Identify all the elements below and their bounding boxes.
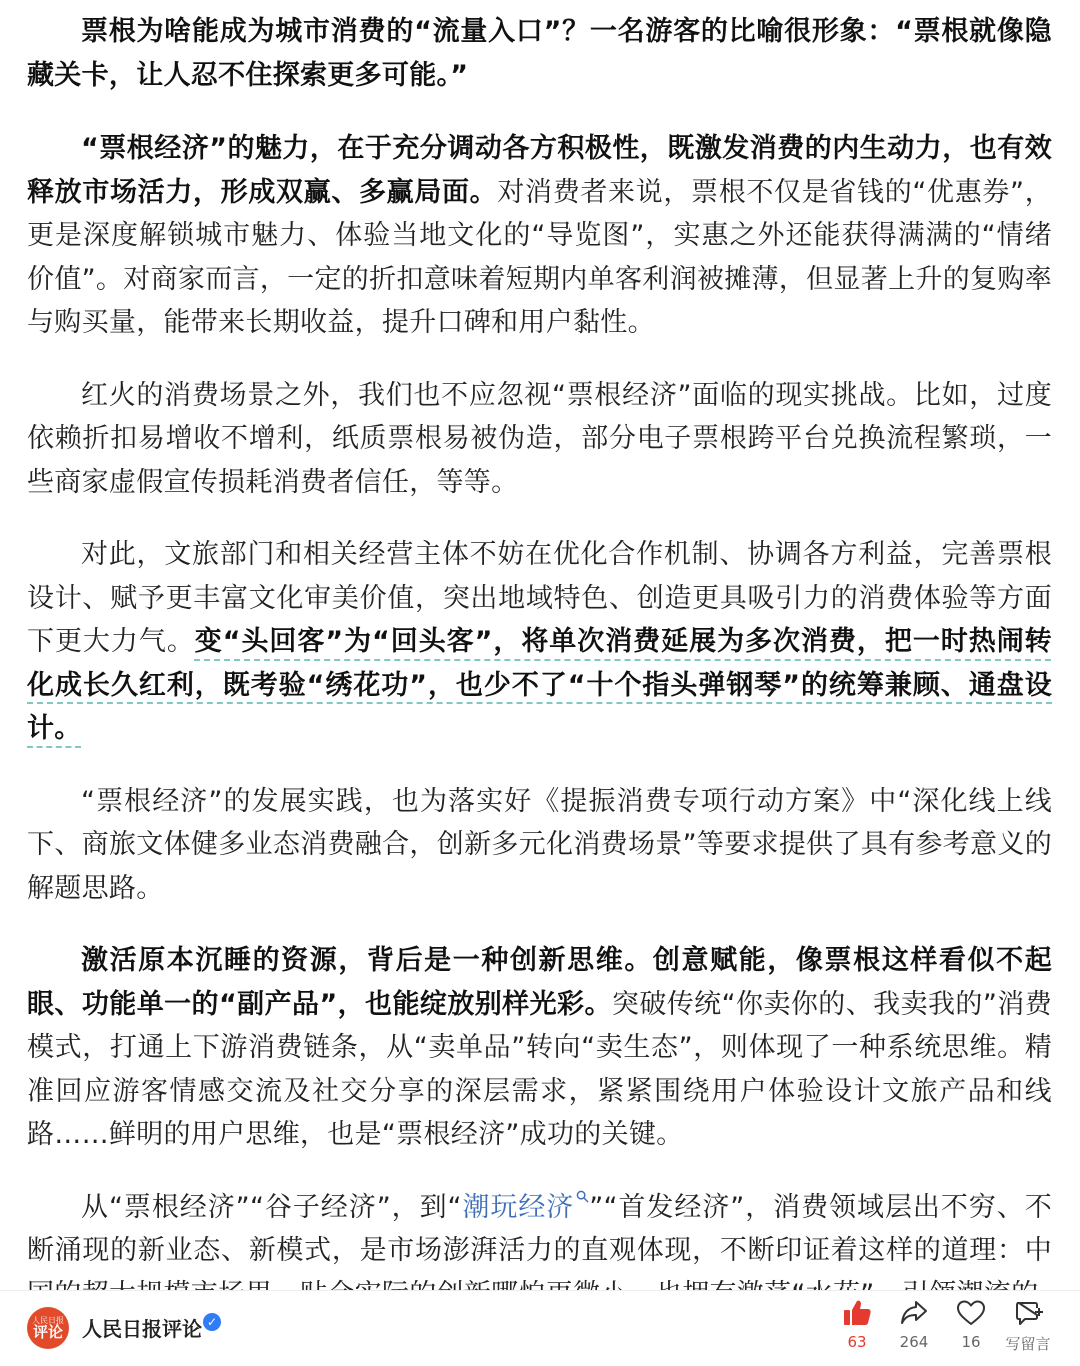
- like-count: 63: [847, 1333, 867, 1351]
- share-icon: [899, 1299, 929, 1327]
- share-button[interactable]: [890, 1299, 938, 1351]
- favorite-button[interactable]: [950, 1299, 992, 1351]
- share-count: 264: [899, 1333, 929, 1351]
- avatar-small-text: 人民日报: [32, 1316, 64, 1325]
- paragraph-3: [27, 374, 1052, 505]
- paragraph-2: [27, 127, 1052, 345]
- keyword-search-link[interactable]: 潮玩经济: [461, 1191, 575, 1223]
- paragraph-6-bold: 激活原本沉睡的资源，背后是一种创新思维。创意赋能，像票根这样看似不起眼、功能单一的“副产品”，也能绽放别样光彩。: [27, 945, 1052, 1020]
- search-icon[interactable]: [576, 1190, 589, 1203]
- comment-label: 写留言: [1005, 1335, 1051, 1353]
- paragraph-6: [27, 939, 1052, 1157]
- paragraph-4: [27, 533, 1052, 751]
- bottom-action-bar: [0, 1290, 1080, 1366]
- paragraph-3-text: 红火的消费场景之外，我们也不应忽视“票根经济”面临的现实挑战。比如，过度依赖折扣易增收不增利，纸质票根易被伪造，部分电子票根跨平台兑换流程繁琐，一些商家虚假宣传损耗消费者信任，等等。: [27, 379, 1052, 498]
- write-comment-button[interactable]: [1000, 1299, 1056, 1354]
- paragraph-4-highlight[interactable]: 变“头回客”为“回头客”，将单次消费延展为多次消费，把一时热闹转化成长久红利，既考验“绣花功”，也少不了“十个指头弹钢琴”的统筹兼顾、通盘设计。: [27, 626, 1052, 744]
- heart-icon: [956, 1299, 986, 1327]
- paragraph-4-text: 对此，文旅部门和相关经营主体不妨在优化合作机制、协调各方利益，完善票根设计、赋予更丰富文化审美价值，突出地域特色、创造更具吸引力的消费体验等方面下更大力气。: [27, 539, 1052, 657]
- paragraph-5-text: “票根经济”的发展实践，也为落实好《提振消费专项行动方案》中“深化线上线下、商旅文体健多业态消费融合，创新多元化消费场景”等要求提供了具有参考意义的解题思路。: [27, 785, 1052, 904]
- paragraph-2-bold: “票根经济”的魅力，在于充分调动各方积极性，既激发消费的内生动力，也有效释放市场活力，形成双赢、多赢局面。: [27, 133, 1052, 208]
- paragraph-7-text-b: ”“首发经济”，消费领域层出不穷、不断涌现的新业态、新模式，是市场澎湃活力的直观体现，不断印证着这样的道理：中: [27, 1191, 1052, 1266]
- paragraph-6-text: 突破传统“你卖你的、我卖我的”消费模式，打通上下游消费链条，从“卖单品”转向“卖生态”，则体现了一种系统思维。精准回应游客情感交流及社交分享的深层需求，紧紧围绕用户体验设计文旅产品和线路……鲜明的用户思维，也是“票根经济”成功的关键。: [27, 988, 1052, 1150]
- paragraph-1-bold: 票根为啥能成为城市消费的“流量入口”？一名游客的比喻很形象：“票根就像隐藏关卡，让人忍不住探索更多可能。”: [27, 16, 1052, 91]
- avatar[interactable]: [27, 1307, 69, 1349]
- author-name[interactable]: 人民日报评论: [82, 1317, 202, 1341]
- verified-icon: ✓: [203, 1313, 221, 1331]
- avatar-text: 评论: [32, 1323, 63, 1341]
- comment-icon: [1013, 1299, 1043, 1327]
- favorite-count: 16: [961, 1333, 981, 1351]
- paragraph-1: [27, 10, 1052, 97]
- paragraph-7-text-a: 从“票根经济”“谷子经济”，到“: [81, 1191, 462, 1223]
- like-button[interactable]: [835, 1299, 879, 1351]
- paragraph-2-text: 对消费者来说，票根不仅是省钱的“优惠券”，更是深度解锁城市魅力、体验当地文化的“导览图”，实惠之外还能获得满满的“情绪价值”。对商家而言，一定的折扣意味着短期内单客利润被摊薄，但显著上升的复购率与购买量，能带来长期收益，提升口碑和用户黏性。: [27, 176, 1052, 338]
- paragraph-5: [27, 780, 1052, 911]
- thumbs-up-icon: [842, 1299, 872, 1327]
